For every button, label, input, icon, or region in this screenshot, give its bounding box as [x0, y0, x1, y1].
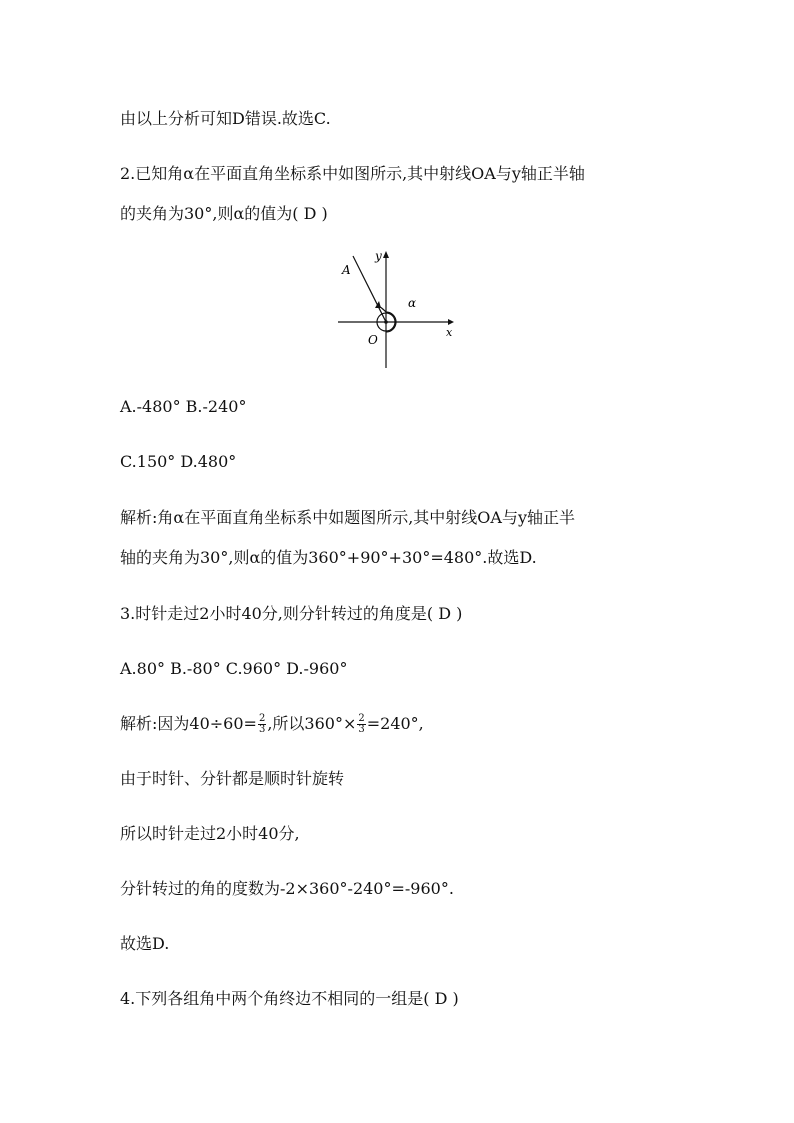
- solution-3-text-post: =240°,: [366, 714, 424, 733]
- solution-3-line-2: 由于时针、分针都是顺时针旋转: [120, 769, 345, 788]
- question-2-options-2: C.150° D.480°: [120, 452, 237, 471]
- question-2-line-2: 的夹角为30°,则α的值为( D ): [120, 204, 328, 223]
- y-axis-arrow: [383, 251, 389, 258]
- origin-dot: [384, 320, 388, 324]
- fraction-numerator: 2: [258, 713, 266, 724]
- fraction-numerator: 2: [358, 713, 365, 724]
- text-line: 由以上分析可知D错误.故选C.: [120, 109, 331, 128]
- question-3: 3.时针走过2小时40分,则分针转过的角度是( D ): [120, 604, 463, 623]
- ray-oa: [353, 256, 386, 322]
- coordinate-figure: [330, 248, 470, 373]
- solution-3-line-3: 所以时针走过2小时40分,: [120, 824, 300, 843]
- question-4: 4.下列各组角中两个角终边不相同的一组是( D ): [120, 989, 459, 1008]
- label-y: y: [375, 249, 382, 263]
- fraction-denominator: 3: [358, 724, 365, 735]
- label-a: A: [342, 263, 351, 277]
- question-3-options: A.80° B.-80° C.960° D.-960°: [120, 659, 348, 678]
- solution-3-line-5: 故选D.: [120, 934, 170, 953]
- solution-3-line-4: 分针转过的角的度数为-2×360°-240°=-960°.: [120, 879, 454, 898]
- fraction-two-thirds: [357, 714, 365, 735]
- question-2-line-1: 2.已知角α在平面直角坐标系中如图所示,其中射线OA与y轴正半轴: [120, 164, 585, 183]
- solution-2-line-2: 轴的夹角为30°,则α的值为360°+90°+30°=480°.故选D.: [120, 548, 537, 567]
- fraction-two-thirds: [258, 714, 266, 735]
- fraction-denominator: 3: [258, 724, 266, 735]
- solution-2-line-1: 解析:角α在平面直角坐标系中如题图所示,其中射线OA与y轴正半: [120, 508, 575, 527]
- solution-3-line-1: [120, 714, 424, 735]
- label-x: x: [446, 326, 453, 339]
- question-2-options-1: A.-480° B.-240°: [120, 397, 247, 416]
- label-o: O: [368, 333, 378, 347]
- x-axis-arrow: [448, 319, 454, 325]
- solution-3-text-mid: ,所以360°×: [267, 714, 357, 733]
- solution-3-text-pre: 解析:因为40÷60=: [120, 714, 257, 733]
- label-alpha: α: [408, 296, 417, 310]
